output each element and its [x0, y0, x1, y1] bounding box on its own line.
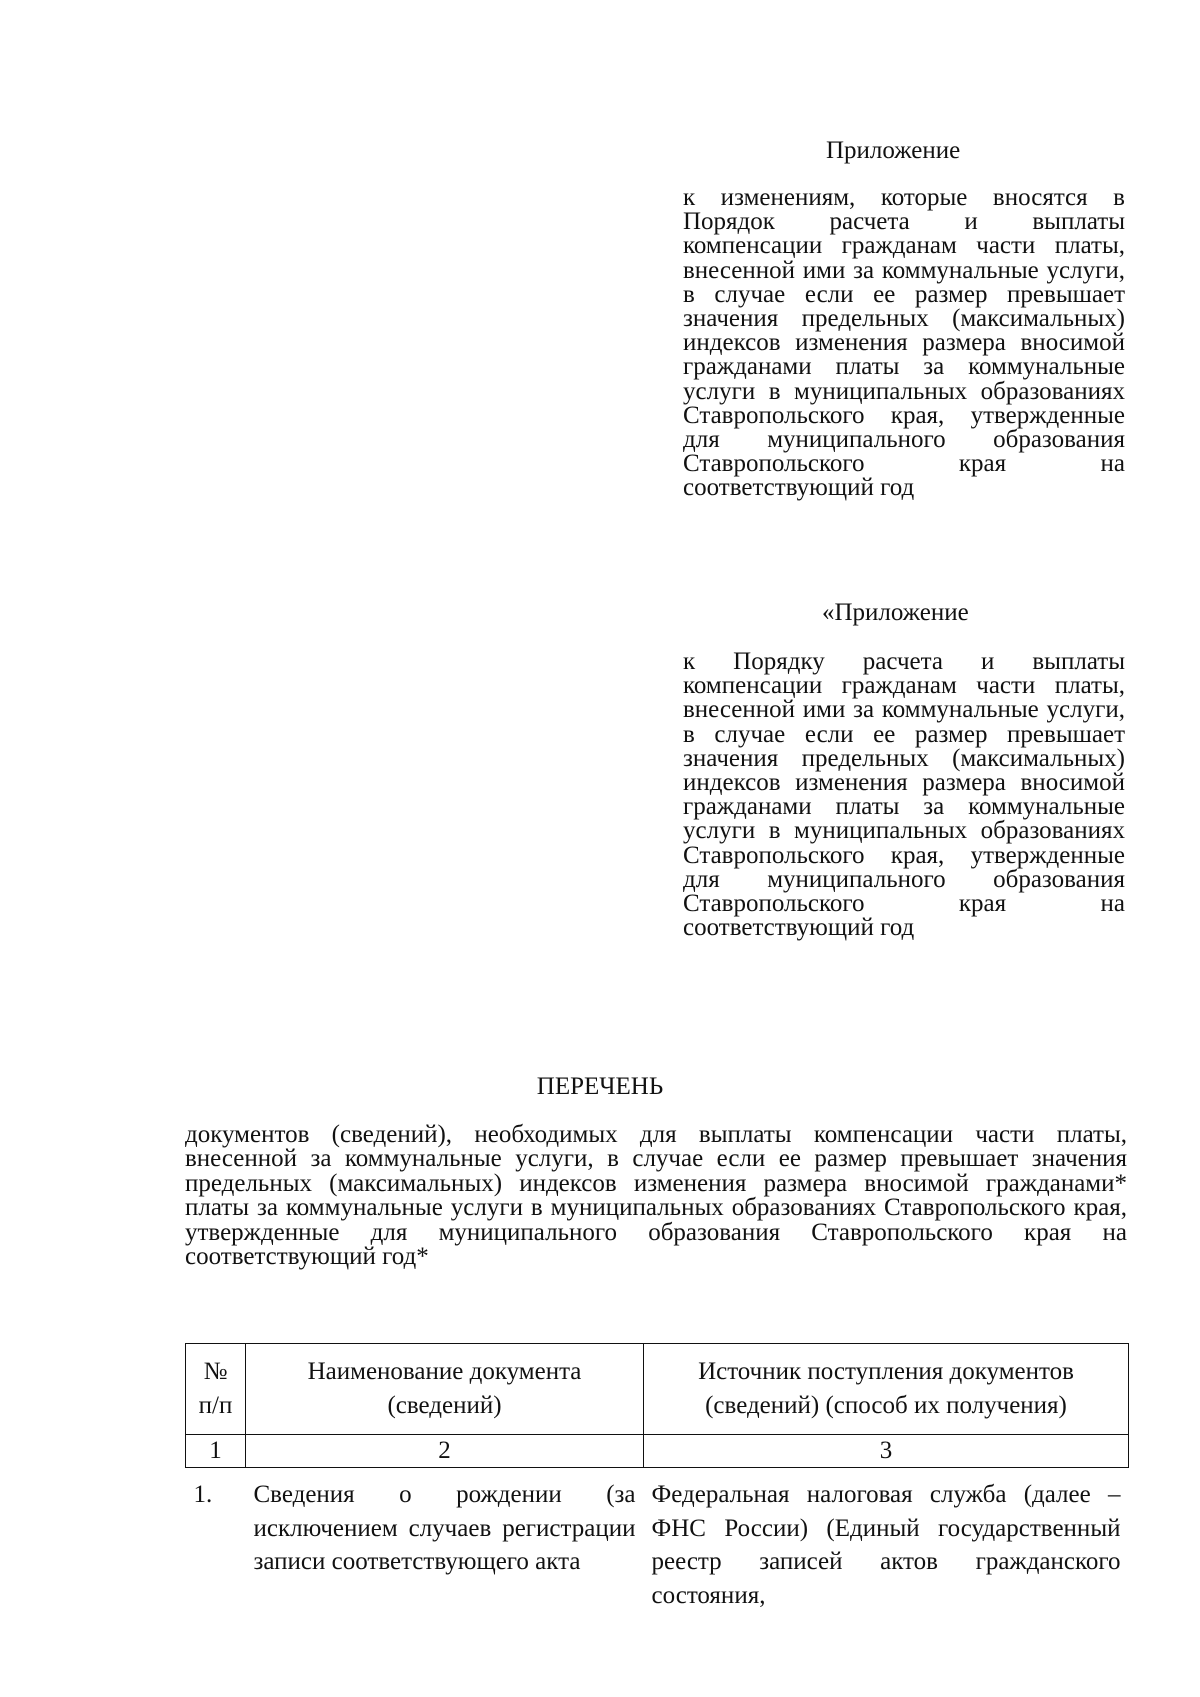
appendix1-text: к изменениям, которые вносятся в Порядок расчета и выплаты компенсации гражданам части платы, внесенной ими за коммунальные услуги, в случае если ее размер превышает значения предельных (максимальных) индексов изменения размера вносимой гражданами платы за коммунальные услуги в муниципальных образованиях Ставропольского края, утвержденные для муниципального образования Ставропольского края на соответствующий год — [683, 184, 1125, 502]
header-name: Наименование документа (сведений) — [246, 1344, 644, 1435]
list-intro: документов (сведений), необходимых для выплаты компенсации части платы, внесенной за коммунальные услуги, в случае если ее размер превышает значения предельных (максимальных) индексов изменения размера вносимой гражданами* платы за коммунальные услуги в муниципальных образованиях Ставропольского края, утвержденные для муниципального образования Ставропольского края на соответствующий год* — [185, 1121, 1127, 1271]
header-num: № п/п — [186, 1344, 246, 1435]
column-number-2: 2 — [246, 1435, 644, 1468]
appendix2-text: к Порядку расчета и выплаты компенсации гражданам части платы, внесенной ими за коммунальные услуги, в случае если ее размер превышает значения предельных (максимальных) индексов изменения размера вносимой гражданами платы за коммунальные услуги в муниципальных образованиях Ставропольского края, утвержденные для муниципального образования Ставропольского края на соответствующий год — [683, 648, 1125, 942]
appendix1-title: Приложение — [826, 137, 961, 164]
table-row — [186, 1468, 1129, 1613]
column-number-3: 3 — [644, 1435, 1129, 1468]
appendix2-title: «Приложение — [822, 599, 969, 626]
column-number-1: 1 — [186, 1435, 246, 1468]
row-num: 1. — [193, 1481, 213, 1508]
table-header-row — [186, 1344, 1129, 1435]
row-source: Федеральная налоговая служба (далее – ФНС России) (Единый государственный реестр записей актов гражданского состояния, — [651, 1481, 1121, 1609]
row-name: Сведения о рождении (за исключением случаев регистрации записи соответствующего акта — [253, 1481, 636, 1575]
documents-table — [185, 1343, 1129, 1612]
column-number-row — [186, 1435, 1129, 1468]
header-source: Источник поступления документов (сведений) (способ их получения) — [644, 1344, 1129, 1435]
list-heading: ПЕРЕЧЕНЬ — [536, 1073, 664, 1100]
